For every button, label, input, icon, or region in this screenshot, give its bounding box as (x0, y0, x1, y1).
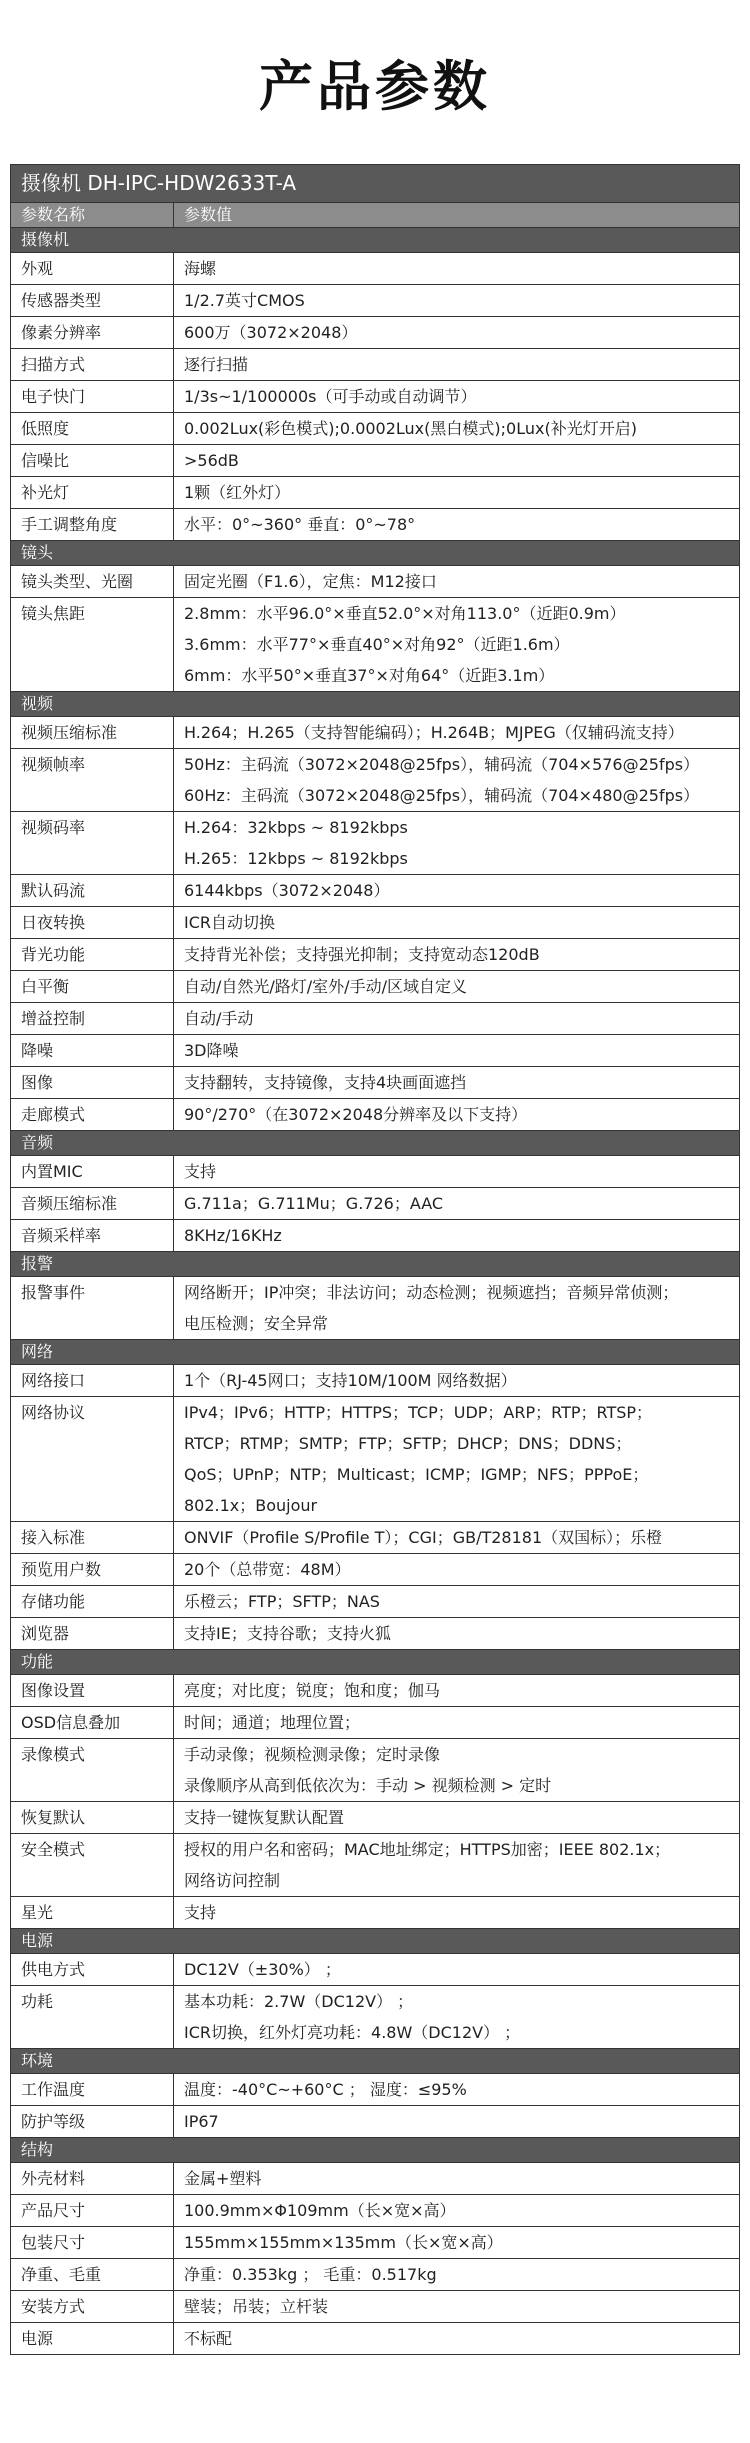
spec-name: 电源 (11, 2323, 174, 2355)
spec-value (174, 1067, 740, 1099)
spec-name: 镜头焦距 (11, 598, 174, 692)
spec-value-line: 壁装；吊装；立杆装 (184, 2297, 329, 2316)
spec-name: 工作温度 (11, 2074, 174, 2106)
section-title: 电源 (11, 1929, 740, 1954)
spec-name: 背光功能 (11, 939, 174, 971)
spec-row (11, 1954, 740, 1986)
spec-value-line: 支持IE；支持谷歌；支持火狐 (184, 1624, 391, 1643)
spec-name: 电子快门 (11, 381, 174, 413)
section-row (11, 1650, 740, 1675)
section-title: 结构 (11, 2138, 740, 2163)
section-title: 网络 (11, 1340, 740, 1365)
table-header-row (11, 203, 740, 228)
spec-value-line: 网络访问控制 (184, 1871, 281, 1890)
spec-name: 走廊模式 (11, 1099, 174, 1131)
spec-value-line: H.265：12kbps ~ 8192kbps (184, 849, 408, 868)
spec-value (174, 1099, 740, 1131)
spec-value-line: 支持背光补偿；支持强光抑制；支持宽动态120dB (184, 945, 540, 964)
spec-value-line: QoS；UPnP；NTP；Multicast；ICMP；IGMP；NFS；PPPoE； (184, 1465, 649, 1484)
spec-name: 镜头类型、光圈 (11, 566, 174, 598)
spec-value-line: 支持一键恢复默认配置 (184, 1808, 345, 1827)
spec-row (11, 2106, 740, 2138)
spec-value-line: G.711a；G.711Mu；G.726；AAC (184, 1194, 444, 1213)
spec-row (11, 317, 740, 349)
spec-value-line: 净重：0.353kg ； 毛重：0.517kg (184, 2265, 437, 2284)
spec-value-line: 温度：-40°C~+60°C ； 湿度：≤95% (184, 2080, 467, 2099)
section-title: 视频 (11, 692, 740, 717)
spec-name: 浏览器 (11, 1618, 174, 1650)
spec-value (174, 1035, 740, 1067)
spec-value-line: 3D降噪 (184, 1041, 239, 1060)
spec-row (11, 2074, 740, 2106)
spec-value-line: 固定光圈（F1.6），定焦：M12接口 (184, 572, 437, 591)
spec-row (11, 1802, 740, 1834)
spec-name: 增益控制 (11, 1003, 174, 1035)
spec-name: 手工调整角度 (11, 509, 174, 541)
spec-value-line: 水平：0°~360° 垂直：0°~78° (184, 515, 416, 534)
section-row (11, 541, 740, 566)
spec-value (174, 2291, 740, 2323)
spec-value (174, 1986, 740, 2049)
spec-value-line: 100.9mm×Φ109mm（长×宽×高） (184, 2201, 456, 2220)
spec-value (174, 2227, 740, 2259)
section-title: 环境 (11, 2049, 740, 2074)
spec-value-line: IPv4；IPv6；HTTP；HTTPS；TCP；UDP；ARP；RTP；RTSP； (184, 1403, 653, 1422)
spec-value (174, 812, 740, 875)
spec-name: 供电方式 (11, 1954, 174, 1986)
spec-name: 低照度 (11, 413, 174, 445)
spec-value-line: 自动/手动 (184, 1009, 254, 1028)
spec-value (174, 1954, 740, 1986)
spec-value (174, 1277, 740, 1340)
spec-name: 信噪比 (11, 445, 174, 477)
spec-name: 补光灯 (11, 477, 174, 509)
spec-name: 安装方式 (11, 2291, 174, 2323)
spec-name: 接入标准 (11, 1522, 174, 1554)
spec-value (174, 1156, 740, 1188)
spec-name: 图像设置 (11, 1675, 174, 1707)
spec-name: 扫描方式 (11, 349, 174, 381)
spec-row (11, 566, 740, 598)
spec-row (11, 2323, 740, 2355)
spec-name: 外壳材料 (11, 2163, 174, 2195)
spec-value-line: 支持 (184, 1162, 217, 1181)
spec-row (11, 1397, 740, 1522)
spec-value-line: ICR切换，红外灯亮功耗：4.8W（DC12V） ； (184, 2023, 521, 2042)
spec-value (174, 349, 740, 381)
spec-value (174, 253, 740, 285)
spec-name: OSD信息叠加 (11, 1707, 174, 1739)
spec-value-line: 网络断开；IP冲突；非法访问；动态检测；视频遮挡；音频异常侦测； (184, 1283, 679, 1302)
spec-name: 星光 (11, 1897, 174, 1929)
spec-row (11, 1220, 740, 1252)
spec-row (11, 598, 740, 692)
spec-value-line: H.264：32kbps ~ 8192kbps (184, 818, 408, 837)
spec-value-line: 手动录像；视频检测录像；定时录像 (184, 1745, 441, 1764)
spec-value (174, 1554, 740, 1586)
spec-row (11, 2195, 740, 2227)
spec-value (174, 1397, 740, 1522)
spec-name: 安全模式 (11, 1834, 174, 1897)
section-title: 镜头 (11, 541, 740, 566)
spec-value (174, 413, 740, 445)
spec-value-line: 20个（总带宽：48M） (184, 1560, 351, 1579)
page-title: 产品参数 (259, 55, 491, 118)
spec-value-line: 自动/自然光/路灯/室外/手动/区域自定义 (184, 977, 467, 996)
model-row (11, 165, 740, 203)
spec-value (174, 317, 740, 349)
spec-row (11, 1897, 740, 1929)
spec-value (174, 939, 740, 971)
section-title: 报警 (11, 1252, 740, 1277)
spec-value-line: 时间；通道；地理位置； (184, 1713, 361, 1732)
spec-value (174, 1220, 740, 1252)
spec-name: 恢复默认 (11, 1802, 174, 1834)
section-row (11, 2049, 740, 2074)
spec-row (11, 1739, 740, 1802)
spec-row (11, 445, 740, 477)
spec-value (174, 1003, 740, 1035)
spec-value-line: 逐行扫描 (184, 355, 249, 374)
spec-name: 网络接口 (11, 1365, 174, 1397)
spec-row (11, 2227, 740, 2259)
section-row (11, 228, 740, 253)
section-title: 功能 (11, 1650, 740, 1675)
spec-row (11, 1099, 740, 1131)
spec-row (11, 2291, 740, 2323)
spec-value (174, 1675, 740, 1707)
spec-value (174, 1897, 740, 1929)
header-name: 参数名称 (11, 203, 174, 228)
section-row (11, 1131, 740, 1156)
spec-value-line: 802.1x；Boujour (184, 1496, 318, 1515)
spec-value-line: ONVIF（Profile S/Profile T）；CGI；GB/T28181（双国标）；乐橙 (184, 1528, 663, 1547)
spec-row (11, 509, 740, 541)
spec-row (11, 1586, 740, 1618)
spec-value-line: 金属+塑料 (184, 2169, 262, 2188)
spec-value-line: 6mm：水平50°×垂直37°×对角64°（近距3.1m） (184, 666, 555, 685)
section-title: 音频 (11, 1131, 740, 1156)
spec-row (11, 1986, 740, 2049)
spec-name: 包装尺寸 (11, 2227, 174, 2259)
spec-value-line: H.264；H.265（支持智能编码）；H.264B；MJPEG（仅辅码流支持） (184, 723, 684, 742)
spec-row (11, 1067, 740, 1099)
spec-value (174, 2323, 740, 2355)
spec-name: 视频码率 (11, 812, 174, 875)
section-row (11, 2138, 740, 2163)
spec-value (174, 1522, 740, 1554)
spec-value (174, 509, 740, 541)
spec-value-line: IP67 (184, 2112, 219, 2131)
spec-value-line: 乐橙云；FTP；SFTP；NAS (184, 1592, 380, 1611)
spec-value (174, 1707, 740, 1739)
spec-value-line: 支持 (184, 1903, 217, 1922)
spec-value (174, 2163, 740, 2195)
spec-name: 预览用户数 (11, 1554, 174, 1586)
spec-row (11, 413, 740, 445)
spec-name: 网络协议 (11, 1397, 174, 1522)
spec-value-line: 3.6mm：水平77°×垂直40°×对角92°（近距1.6m） (184, 635, 570, 654)
spec-value (174, 1834, 740, 1897)
spec-name: 录像模式 (11, 1739, 174, 1802)
section-row (11, 1929, 740, 1954)
spec-table (10, 164, 740, 2355)
spec-value (174, 1586, 740, 1618)
spec-value-line: 支持翻转，支持镜像，支持4块画面遮挡 (184, 1073, 467, 1092)
spec-name: 音频压缩标准 (11, 1188, 174, 1220)
spec-row (11, 875, 740, 907)
spec-value-line: 2.8mm：水平96.0°×垂直52.0°×对角113.0°（近距0.9m） (184, 604, 626, 623)
spec-value-line: 50Hz：主码流（3072×2048@25fps），辅码流（704×576@25fps） (184, 755, 700, 774)
spec-row (11, 749, 740, 812)
spec-value-line: 授权的用户名和密码；MAC地址绑定；HTTPS加密；IEEE 802.1x； (184, 1840, 671, 1859)
model-title: 摄像机 DH-IPC-HDW2633T-A (11, 165, 740, 203)
spec-value-line: 1个（RJ-45网口；支持10M/100M 网络数据） (184, 1371, 517, 1390)
spec-value-line: 不标配 (184, 2329, 233, 2348)
spec-value (174, 477, 740, 509)
spec-value (174, 907, 740, 939)
spec-name: 降噪 (11, 1035, 174, 1067)
spec-row (11, 1707, 740, 1739)
spec-value (174, 2106, 740, 2138)
spec-row (11, 907, 740, 939)
spec-value (174, 285, 740, 317)
spec-value-line: 基本功耗：2.7W（DC12V） ； (184, 1992, 414, 2011)
spec-value (174, 2195, 740, 2227)
spec-name: 防护等级 (11, 2106, 174, 2138)
spec-name: 报警事件 (11, 1277, 174, 1340)
spec-row (11, 1365, 740, 1397)
spec-row (11, 381, 740, 413)
spec-row (11, 1003, 740, 1035)
spec-name: 内置MIC (11, 1156, 174, 1188)
spec-row (11, 939, 740, 971)
spec-row (11, 812, 740, 875)
spec-value-line: 1/3s~1/100000s（可手动或自动调节） (184, 387, 477, 406)
spec-name: 功耗 (11, 1986, 174, 2049)
spec-value-line: 8KHz/16KHz (184, 1226, 282, 1245)
spec-value (174, 749, 740, 812)
spec-row (11, 2259, 740, 2291)
section-row (11, 1252, 740, 1277)
spec-row (11, 1675, 740, 1707)
spec-value-line: DC12V（±30%） ； (184, 1960, 341, 1979)
spec-value-line: >56dB (184, 451, 239, 470)
spec-name: 默认码流 (11, 875, 174, 907)
spec-value (174, 971, 740, 1003)
spec-row (11, 285, 740, 317)
spec-value (174, 2259, 740, 2291)
spec-row (11, 1277, 740, 1340)
spec-value-line: RTCP；RTMP；SMTP；FTP；SFTP；DHCP；DNS；DDNS； (184, 1434, 632, 1453)
spec-row (11, 1554, 740, 1586)
header-value: 参数值 (174, 203, 740, 228)
spec-row (11, 253, 740, 285)
spec-name: 传感器类型 (11, 285, 174, 317)
spec-name: 外观 (11, 253, 174, 285)
spec-value (174, 566, 740, 598)
spec-value-line: 155mm×155mm×135mm（长×宽×高） (184, 2233, 503, 2252)
spec-value-line: 600万（3072×2048） (184, 323, 358, 342)
spec-name: 像素分辨率 (11, 317, 174, 349)
spec-value-line: 1/2.7英寸CMOS (184, 291, 305, 310)
section-title: 摄像机 (11, 228, 740, 253)
spec-name: 存储功能 (11, 1586, 174, 1618)
spec-value-line: ICR自动切换 (184, 913, 276, 932)
spec-value (174, 875, 740, 907)
spec-value (174, 2074, 740, 2106)
spec-value-line: 60Hz：主码流（3072×2048@25fps），辅码流（704×480@25fps） (184, 786, 700, 805)
spec-name: 视频帧率 (11, 749, 174, 812)
spec-value (174, 1188, 740, 1220)
spec-name: 图像 (11, 1067, 174, 1099)
spec-value-line: 90°/270°（在3072×2048分辨率及以下支持） (184, 1105, 528, 1124)
spec-name: 日夜转换 (11, 907, 174, 939)
spec-row (11, 349, 740, 381)
spec-name: 白平衡 (11, 971, 174, 1003)
spec-value-line: 6144kbps（3072×2048） (184, 881, 390, 900)
spec-row (11, 971, 740, 1003)
spec-value (174, 1802, 740, 1834)
spec-value-line: 亮度；对比度；锐度；饱和度；伽马 (184, 1681, 441, 1700)
spec-row (11, 1522, 740, 1554)
spec-row (11, 1188, 740, 1220)
spec-value (174, 381, 740, 413)
spec-value (174, 1365, 740, 1397)
spec-value (174, 717, 740, 749)
spec-name: 产品尺寸 (11, 2195, 174, 2227)
spec-row (11, 1834, 740, 1897)
spec-value-line: 海螺 (184, 259, 217, 278)
spec-value (174, 1739, 740, 1802)
spec-row (11, 477, 740, 509)
spec-name: 音频采样率 (11, 1220, 174, 1252)
spec-value-line: 电压检测；安全异常 (184, 1314, 329, 1333)
spec-name: 视频压缩标准 (11, 717, 174, 749)
spec-value (174, 1618, 740, 1650)
spec-value (174, 445, 740, 477)
spec-row (11, 2163, 740, 2195)
spec-value-line: 0.002Lux(彩色模式);0.0002Lux(黑白模式);0Lux(补光灯开启) (184, 419, 637, 438)
spec-value-line: 录像顺序从高到低依次为：手动 > 视频检测 > 定时 (184, 1776, 552, 1795)
spec-value-line: 1颗（红外灯） (184, 483, 291, 502)
spec-value (174, 598, 740, 692)
spec-row (11, 717, 740, 749)
spec-name: 净重、毛重 (11, 2259, 174, 2291)
section-row (11, 1340, 740, 1365)
section-row (11, 692, 740, 717)
spec-row (11, 1618, 740, 1650)
spec-row (11, 1156, 740, 1188)
spec-row (11, 1035, 740, 1067)
